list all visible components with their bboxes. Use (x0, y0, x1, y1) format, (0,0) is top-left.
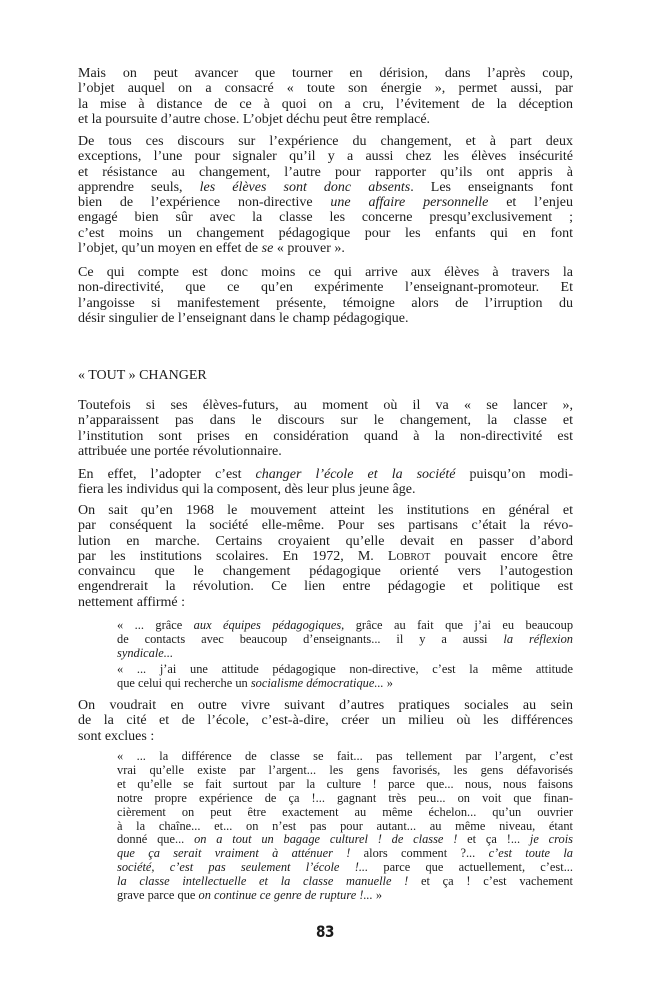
text-run: attribuée une portée révolutionnaire. (78, 443, 282, 459)
text-run: l’institution sont prises en considération quand à la non-directivité est (78, 428, 573, 444)
italic-text: je crois (529, 832, 573, 847)
text-run: et résistance au changement, l’autre pour rapporter qu’ils ont appris à (78, 164, 573, 180)
text-run: l’angoisse si manifestement présente, témoigne alors de l’irruption du (78, 295, 573, 311)
text-line (78, 226, 573, 241)
italic-text: changer l’école et la société (255, 467, 456, 482)
text-run: convaincu que le changement pédagogique orienté vers l’autogestion (78, 564, 573, 580)
text-line (78, 195, 573, 210)
text-run: « ... j’ai une attitude pédagogique non-directive, c’est la même attitude (117, 662, 573, 676)
text-line (78, 579, 573, 594)
text-line (78, 518, 573, 533)
text-run: à la chaîne... et... on n’est pas pour autant... au même niveau, étant (117, 818, 573, 833)
italic-text: que ça serait vraiment à atténuer ! (117, 846, 351, 861)
text-run: On sait qu’en 1968 le mouvement atteint les institutions en général et (78, 503, 573, 518)
text-run: engendrerait la révolution. Ce lien entre pédagogie et politique est (78, 579, 573, 595)
text-line (117, 750, 573, 764)
text-line (78, 549, 573, 564)
section-heading (78, 368, 573, 384)
text-run: « prouver ». (273, 241, 345, 257)
text-line (78, 564, 573, 579)
text-run: grave parce que (117, 888, 199, 903)
text-line (78, 729, 573, 744)
text-run: vrai qu’elle existe par l’argent... les gens favorisés, les gens défavorisés (117, 762, 573, 777)
text-run: apprendre seuls, (78, 179, 200, 195)
text-line (117, 647, 573, 661)
text-run: « ... grâce (117, 618, 194, 632)
text-run: Ce qui compte est donc moins ce qui arrive aux élèves à travers la (78, 265, 573, 280)
italic-text: syndicale... (117, 645, 174, 660)
text-run: puisqu’on modi- (455, 467, 573, 482)
text-run: De tous ces discours sur l’expérience du changement, et à part deux (78, 134, 573, 149)
text-line (117, 847, 573, 861)
paragraph (78, 265, 573, 326)
italic-text: les élèves sont donc absents (199, 179, 411, 195)
text-line (117, 778, 573, 792)
text-run: et la poursuite d’autre chose. L’objet déchu peut être remplacé. (78, 111, 431, 127)
text-line (78, 444, 573, 459)
text-line (117, 663, 573, 677)
italic-text: aux équipes pédagogiques, (193, 618, 345, 632)
text-line (78, 112, 573, 127)
text-run: parce que actuellement, c’est... (368, 860, 573, 875)
text-line (78, 429, 573, 444)
text-line (117, 889, 573, 903)
text-run: alors comment ?... (350, 846, 489, 861)
paragraph (78, 134, 573, 256)
text-line (117, 619, 573, 633)
text-run: Mais on peut avancer que tourner en dérision, dans l’après coup, (78, 66, 573, 81)
italic-text: une affaire personnelle (330, 195, 489, 211)
text-run: que celui qui recherche un (117, 675, 251, 690)
text-run: grâce au fait que j’ai eu beaucoup (344, 618, 574, 632)
block-quote (117, 663, 573, 691)
text-line (78, 66, 573, 81)
paragraph (78, 398, 573, 459)
text-run: de contacts avec beaucoup d’enseignants... il y a aussi (117, 631, 504, 646)
text-run: n’apparaissent pas dans le discours sur le changement, la classe et (78, 413, 573, 429)
text-line (78, 149, 573, 164)
italic-text: se (261, 241, 274, 257)
text-run: « ... la différence de classe se fait... pas tellement par l’argent, c’est (117, 749, 573, 763)
text-line (78, 296, 573, 311)
text-line (78, 280, 573, 295)
italic-text: on continue ce genre de rupture !... (198, 888, 373, 903)
small-caps-name: Lobrot (387, 548, 431, 564)
text-run: Toutefois si ses élèves-futurs, au moment où il va « se lancer », (78, 398, 573, 413)
italic-text: on a tout un bagage culturel ! de classe ! (194, 832, 458, 847)
page-number: 83 (315, 922, 335, 941)
text-line (117, 875, 573, 889)
text-line (78, 413, 573, 428)
text-line (78, 713, 573, 728)
text-run: c’est moins un changement pédagogique pour les enfants qui en font (78, 225, 573, 241)
text-line (117, 833, 573, 847)
italic-text: la réflexion (503, 631, 574, 646)
text-line (117, 677, 573, 691)
text-run: et ça ! c’est vachement (408, 874, 573, 889)
text-run: sont exclues : (78, 728, 155, 744)
text-run: de la cité et de l’école, c’est-à-dire, créer un milieu où les différences (78, 713, 573, 729)
text-line (78, 210, 573, 225)
text-run: fiera les individus qui la composent, dès leur plus jeune âge. (78, 482, 416, 498)
text-line (117, 764, 573, 778)
italic-text: la classe intellectuelle et la classe manuelle ! (117, 874, 409, 889)
text-line (78, 368, 573, 384)
text-line (78, 81, 573, 96)
text-run: engagé bien sûr avec la classe les concerne presqu’exclusivement ; (78, 210, 573, 226)
text-line (78, 265, 573, 280)
text-run: nettement affirmé : (78, 594, 186, 610)
text-line (78, 398, 573, 413)
text-run: pouvait encore être (430, 548, 573, 564)
text-run: « TOUT » CHANGER (78, 368, 207, 383)
text-run: » (372, 888, 383, 903)
text-run: lution en marche. Certains croyaient qu’elle devait en passer d’abord (78, 533, 573, 549)
text-line (78, 467, 573, 482)
paragraph (78, 503, 573, 610)
text-run: . Les enseignants font (410, 179, 573, 195)
text-run: la mise à distance de ce à quoi on a cru, l’évitement de la déception (78, 96, 573, 112)
text-line (78, 97, 573, 112)
text-run: l’objet auquel on a consacré « toute son énergie », permet aussi, par (78, 81, 573, 97)
text-run: exceptions, l’une pour signaler qu’il y a aussi chez les élèves insécurité (78, 149, 573, 165)
text-run: On voudrait en outre vivre suivant d’autres pratiques sociales au sein (78, 698, 573, 713)
text-line (78, 482, 573, 497)
text-line (78, 180, 573, 195)
text-line (78, 595, 573, 610)
paragraph (78, 467, 573, 498)
text-line (78, 503, 573, 518)
text-run: » (383, 675, 393, 690)
text-run: notre propre expérience de ça !... gagnant très peu... on voit que finan- (117, 790, 573, 805)
text-run: et l’enjeu (488, 195, 573, 211)
block-quote (117, 750, 573, 903)
text-run: et ça !... (457, 832, 530, 847)
text-run: donné que... (117, 832, 195, 847)
text-line (117, 861, 573, 875)
text-line (117, 633, 573, 647)
paragraph (78, 66, 573, 127)
text-line (117, 820, 573, 834)
paragraph (78, 698, 573, 744)
text-line (78, 311, 573, 326)
text-line (78, 134, 573, 149)
text-run: l’objet, qu’un moyen en effet de (78, 241, 262, 257)
text-run: désir singulier de l’enseignant dans le champ pédagogique. (78, 310, 409, 326)
text-run: cièrement on peut être exactement au même échelon... qu’un ouvrier (117, 804, 573, 819)
text-run: En effet, l’adopter c’est (78, 467, 256, 482)
text-line (78, 241, 573, 256)
text-run: par conséquent la société elle-même. Pour ses partisans c’était la révo- (78, 518, 573, 534)
text-line (78, 165, 573, 180)
text-line (78, 698, 573, 713)
block-quote (117, 619, 573, 661)
text-line (78, 534, 573, 549)
text-line (117, 792, 573, 806)
text-run: et qu’elle se fait surtout par la culture ! parce que... nous, nous faisons (117, 776, 573, 791)
text-line (117, 806, 573, 820)
text-run: bien de l’expérience non-directive (78, 195, 331, 211)
italic-text: socialisme démocratique... (250, 675, 384, 690)
text-run: non-directivité, que ce qu’en expérimente l’enseignant-promoteur. Et (78, 280, 573, 296)
italic-text: société, c’est pas seulement l’école !... (117, 860, 369, 875)
text-run: par les institutions scolaires. En 1972, M. (78, 548, 388, 564)
italic-text: c’est toute la (488, 846, 573, 861)
